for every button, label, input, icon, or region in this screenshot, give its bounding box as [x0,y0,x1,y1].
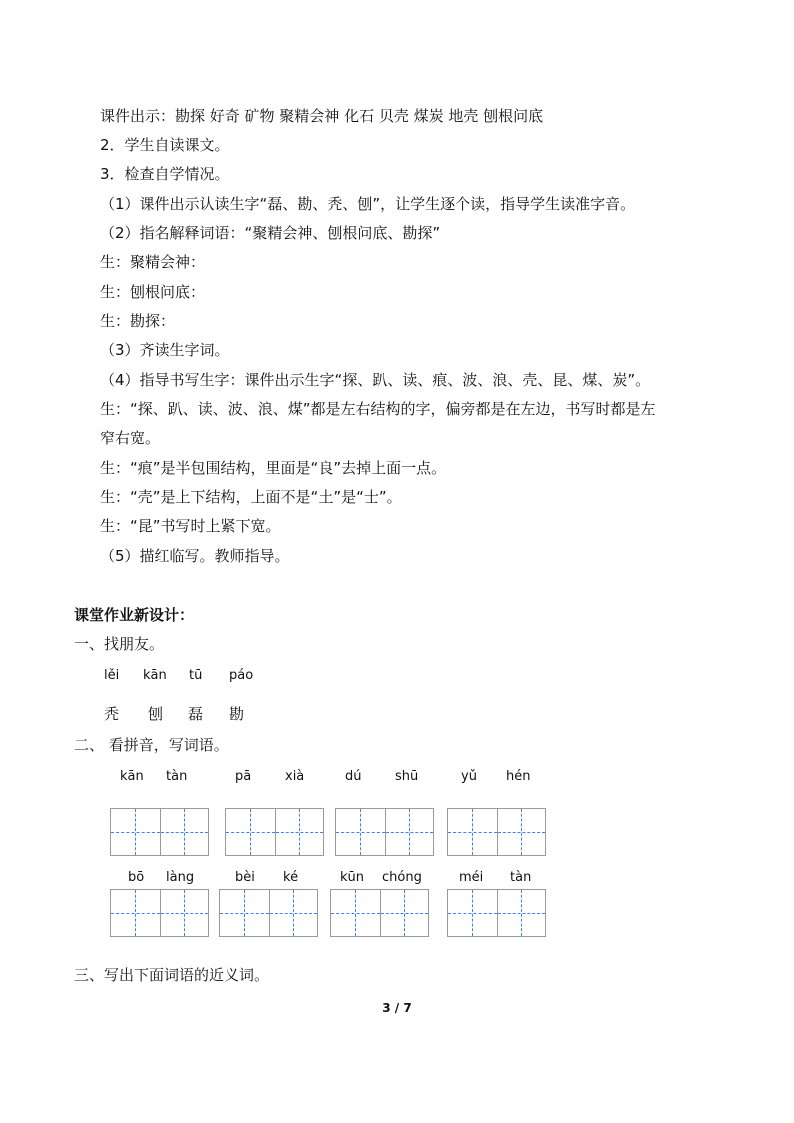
student-answer-3: 生：勘探： [100,312,176,330]
s1-char-4: 勘 [229,705,245,723]
step-3-3-line: （3）齐读生字词。 [100,341,230,359]
s2-r2-pinyin-6: chóng [382,870,422,885]
page-number: 3 / 7 [382,1001,412,1015]
homework-title: 课堂作业新设计： [74,606,195,624]
s2-r2-pinyin-5: kūn [340,870,365,885]
s2-r2-pinyin-2: làng [166,870,195,885]
section-1-title: 一、找朋友。 [74,635,165,653]
step-3-5-line: （5）描红临写。教师指导。 [100,547,290,565]
s1-char-2: 刨 [148,705,164,723]
s1-char-1: 秃 [104,705,120,723]
s2-r2-pinyin-4: ké [283,870,299,885]
s2-r2-pinyin-7: méi [459,870,484,885]
step-3-2-line: （2）指名解释词语：“聚精会神、刨根问底、勘探” [100,224,441,242]
s2-r1-pinyin-1: kān [120,769,144,784]
s2-r1-pinyin-8: hén [506,769,531,784]
writing-grid[interactable] [330,889,429,937]
courseware-words-line: 课件出示：勘探 好奇 矿物 聚精会神 化石 贝壳 煤炭 地壳 刨根问底 [100,107,544,125]
writing-grid[interactable] [225,808,324,856]
s2-r1-pinyin-7: yǔ [461,769,477,784]
writing-grid[interactable] [110,889,209,937]
section-3-title: 三、写出下面词语的近义词。 [74,966,270,984]
student-note-1: 生：“探、趴、读、波、浪、煤”都是左右结构的字，偏旁都是在左边，书写时都是左 [100,400,656,418]
writing-grid[interactable] [219,889,318,937]
writing-grid[interactable] [335,808,434,856]
step-3-4-line: （4）指导书写生字：课件出示生字“探、趴、读、痕、波、浪、壳、昆、煤、炭”。 [100,371,651,389]
s1-pinyin-4: páo [229,668,254,683]
s2-r1-pinyin-2: tàn [166,769,188,784]
s2-r2-pinyin-1: bō [128,870,145,885]
step-3-line: 3．检查自学情况。 [100,165,230,183]
writing-grid[interactable] [110,808,209,856]
s1-pinyin-3: tū [189,668,203,683]
s2-r1-pinyin-5: dú [345,769,362,784]
step-2-line: 2．学生自读课文。 [100,136,230,154]
writing-grid[interactable] [447,808,546,856]
student-note-2: 生：“痕”是半包围结构，里面是“良”去掉上面一点。 [100,459,447,477]
writing-grid[interactable] [447,889,546,937]
s2-r1-pinyin-4: xià [285,769,305,784]
s1-char-3: 磊 [188,705,204,723]
student-note-1-cont: 窄右宽。 [100,429,161,447]
s2-r1-pinyin-6: shū [395,769,419,784]
student-answer-2: 生：刨根问底： [100,283,206,301]
student-note-3: 生：“壳”是上下结构，上面不是“土”是“士”。 [100,488,402,506]
s1-pinyin-2: kān [143,668,167,683]
student-answer-1: 生：聚精会神： [100,253,206,271]
step-3-1-line: （1）课件出示认读生字“磊、勘、秃、刨”，让学生逐个读，指导学生读准字音。 [100,195,636,213]
s2-r1-pinyin-3: pā [235,769,252,784]
s1-pinyin-1: lěi [104,668,120,683]
section-2-title: 二、 看拼音，写词语。 [74,736,229,754]
s2-r2-pinyin-8: tàn [510,870,532,885]
student-note-4: 生：“昆”书写时上紧下宽。 [100,517,281,535]
s2-r2-pinyin-3: bèi [235,870,255,885]
